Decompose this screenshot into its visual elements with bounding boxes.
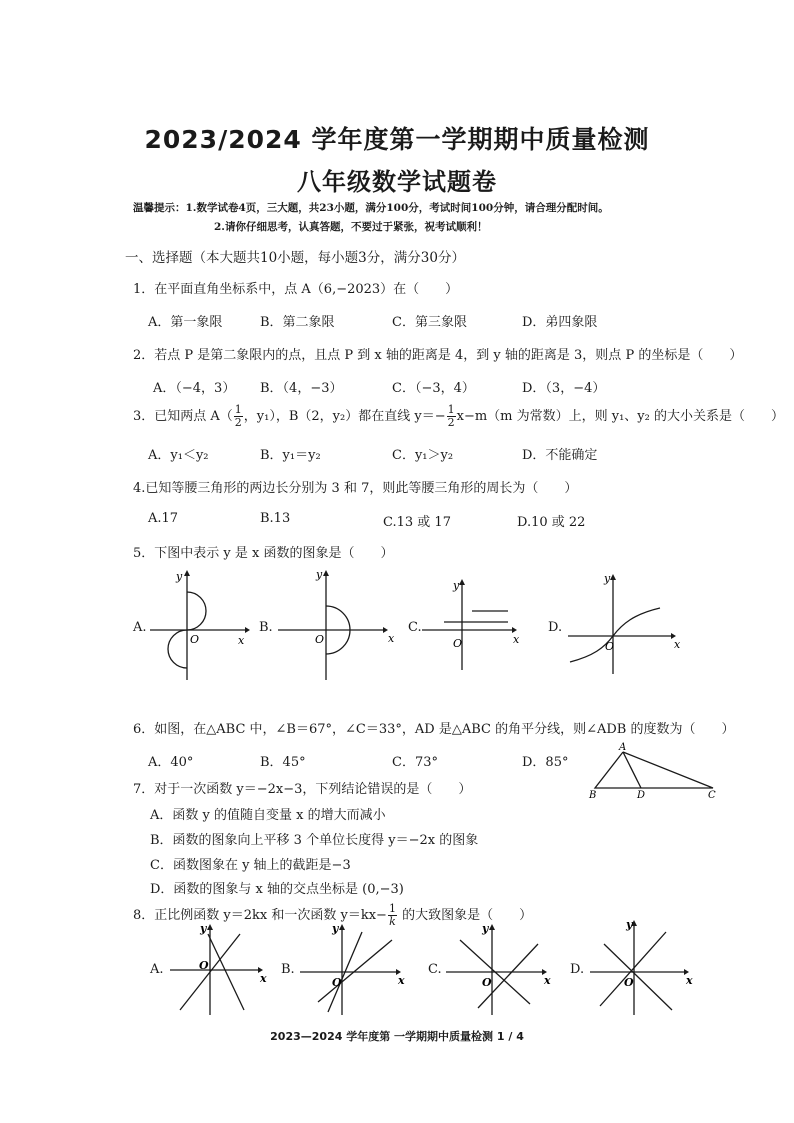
q8-option-c-label: C. <box>428 962 442 977</box>
y-axis-arrow-icon <box>207 924 213 930</box>
q7-option-a: A．函数 y 的值随自变量 x 的增大而减小 <box>150 808 386 823</box>
notice-line-1: 温馨提示：1.数学试卷4页，三大题，共23小题，满分100分，考试时间100分钟，请合理分配时间。 <box>133 202 609 214</box>
q2-stem: 2．若点 P 是第二象限内的点，且点 P 到 x 轴的距离是 4，到 y 轴的距离是 3，则点 P 的坐标是（ ） <box>133 348 743 363</box>
triangle-abc-figure <box>585 742 725 800</box>
q8-graph-b <box>300 922 410 1018</box>
x-axis-label: x <box>260 972 267 985</box>
page-footer: 2023—2024 学年度第 一学期期中质量检测 1 / 4 <box>270 1030 524 1043</box>
y-axis-arrow-icon <box>323 570 329 576</box>
q2-option-b: B．（4，−3） <box>260 381 343 396</box>
q2-option-a: A．（−4，3） <box>153 381 236 396</box>
q4-option-c: C.13 或 17 <box>383 515 451 530</box>
vertex-d-label: D <box>637 790 646 801</box>
q4-stem: 4.已知等腰三角形的两边长分别为 3 和 7，则此等腰三角形的周长为（ ） <box>133 481 578 496</box>
exam-subtitle: 八年级数学试题卷 <box>297 168 497 196</box>
segment-ad <box>623 752 641 788</box>
q3-stem-part-b: ，y₁），B（2，y₂）都在直线 y＝− <box>243 409 446 424</box>
q8-fraction-den: k <box>389 915 396 928</box>
q3-stem <box>133 404 784 429</box>
graph-line-2 <box>208 934 244 1010</box>
section-heading: 一、选择题（本大题共10小题，每小题3分，满分30分） <box>125 250 465 266</box>
q6-option-d: D．85° <box>522 755 569 770</box>
q2-option-c: C．（−3，4） <box>392 381 475 396</box>
q4-option-a: A.17 <box>148 511 179 526</box>
notice-line-2: 2.请你仔细思考，认真答题，不要过于紧张，祝考试顺利！ <box>214 221 488 233</box>
y-axis-label: y <box>626 918 633 931</box>
q3-fraction-b-num: 1 <box>447 403 455 416</box>
q7-stem: 7．对于一次函数 y＝−2x−3，下列结论错误的是（ ） <box>133 782 472 797</box>
origin-label: O <box>624 976 634 989</box>
q8-option-a-label: A. <box>150 962 164 977</box>
q5-stem: 5．下图中表示 y 是 x 函数的图象是（ ） <box>133 546 394 561</box>
x-axis-label: x <box>544 974 551 987</box>
q1-option-a: A．第一象限 <box>148 315 223 330</box>
q3-fraction-num: 1 <box>234 403 242 416</box>
y-axis-arrow-icon <box>339 924 345 930</box>
q3-option-b: B．y₁＝y₂ <box>260 448 321 463</box>
x-axis-label: x <box>238 634 245 647</box>
q5-graph-a <box>150 568 250 683</box>
origin-label: O <box>332 976 342 989</box>
q2-option-d: D．（3，−4） <box>522 381 606 396</box>
graph-curve-lower <box>168 630 187 668</box>
q5-option-b-label: B. <box>259 620 273 635</box>
q3-fraction-b-den: 2 <box>447 416 455 429</box>
q8-graph-c <box>446 922 556 1018</box>
q5-option-a-label: A. <box>133 620 147 635</box>
origin-label: O <box>453 637 463 650</box>
q3-option-c: C．y₁＞y₂ <box>392 448 454 463</box>
x-axis-label: x <box>398 974 405 987</box>
q3-fraction-b <box>447 404 456 429</box>
q8-graph-d <box>590 918 700 1018</box>
vertex-c-label: C <box>708 790 716 801</box>
q7-option-c: C．函数图象在 y 轴上的截距是−3 <box>150 858 351 873</box>
x-axis-label: x <box>686 974 693 987</box>
origin-label: O <box>199 959 209 972</box>
y-axis-arrow-icon <box>459 579 465 585</box>
q3-stem-part-a: 3．已知两点 A（ <box>133 409 233 424</box>
q7-option-b: B．函数的图象向上平移 3 个单位长度得 y＝−2x 的图象 <box>150 833 479 848</box>
q8-option-b-label: B. <box>281 962 295 977</box>
q5-option-d-label: D. <box>548 620 563 635</box>
q4-option-b: B.13 <box>260 511 291 526</box>
q5-graph-c <box>420 575 525 675</box>
q7-option-d: D．函数的图象与 x 轴的交点坐标是 (0,−3) <box>150 882 404 897</box>
q8-graph-a <box>170 922 270 1018</box>
x-axis-label: x <box>388 632 395 645</box>
y-axis-arrow-icon <box>184 570 190 576</box>
q6-stem: 6．如图，在△ABC 中，∠B＝67°，∠C＝33°，AD 是△ABC 的角平分线，则∠ADB 的度数为（ ） <box>133 722 735 737</box>
q3-fraction-den: 2 <box>234 416 242 429</box>
q6-option-a: A．40° <box>148 755 194 770</box>
q4-option-d: D.10 或 22 <box>517 515 586 530</box>
vertex-a-label: A <box>619 742 627 753</box>
y-axis-label: y <box>200 922 207 935</box>
q3-stem-part-c: x−m（m 为常数）上，则 y₁、y₂ 的大小关系是（ ） <box>456 409 784 424</box>
q3-option-a: A．y₁＜y₂ <box>148 448 209 463</box>
q8-option-d-label: D. <box>570 962 585 977</box>
q1-stem: 1．在平面直角坐标系中，点 A（6,−2023）在（ ） <box>133 282 459 297</box>
x-axis-label: x <box>674 638 681 651</box>
q5-graph-d <box>568 570 683 680</box>
q1-option-b: B．第二象限 <box>260 315 335 330</box>
q1-option-d: D．弟四象限 <box>522 315 598 330</box>
q6-option-b: B．45° <box>260 755 306 770</box>
q8-stem-part-a: 8．正比例函数 y＝2kx 和一次函数 y＝kx− <box>133 908 387 923</box>
origin-label: O <box>605 640 615 653</box>
graph-line-1 <box>604 944 672 1010</box>
y-axis-label: y <box>316 568 323 581</box>
y-axis-arrow-icon <box>489 924 495 930</box>
q3-option-d: D．不能确定 <box>522 448 598 463</box>
y-axis-label: y <box>482 922 489 935</box>
y-axis-label: y <box>332 922 339 935</box>
q8-stem-part-b: 的大致图象是（ ） <box>397 908 533 923</box>
q3-fraction-a <box>234 404 243 429</box>
origin-label: O <box>190 633 200 646</box>
graph-curve-upper <box>187 592 206 630</box>
y-axis-arrow-icon <box>610 574 616 580</box>
q8-fraction-num: 1 <box>388 902 396 915</box>
q1-option-c: C．第三象限 <box>392 315 467 330</box>
q5-graph-b <box>278 568 396 683</box>
q6-option-c: C．73° <box>392 755 438 770</box>
graph-curve <box>570 608 660 662</box>
vertex-b-label: B <box>589 790 597 801</box>
y-axis-label: y <box>176 570 183 583</box>
x-axis-arrow-icon <box>245 627 250 633</box>
origin-label: O <box>482 976 492 989</box>
y-axis-label: y <box>453 579 460 592</box>
y-axis-label: y <box>604 572 611 585</box>
origin-label: O <box>315 633 325 646</box>
triangle-abc <box>595 752 713 788</box>
x-axis-label: x <box>513 633 520 646</box>
exam-title: 2023/2024 学年度第一学期期中质量检测 <box>144 125 650 154</box>
q5-option-c-label: C. <box>408 620 422 635</box>
